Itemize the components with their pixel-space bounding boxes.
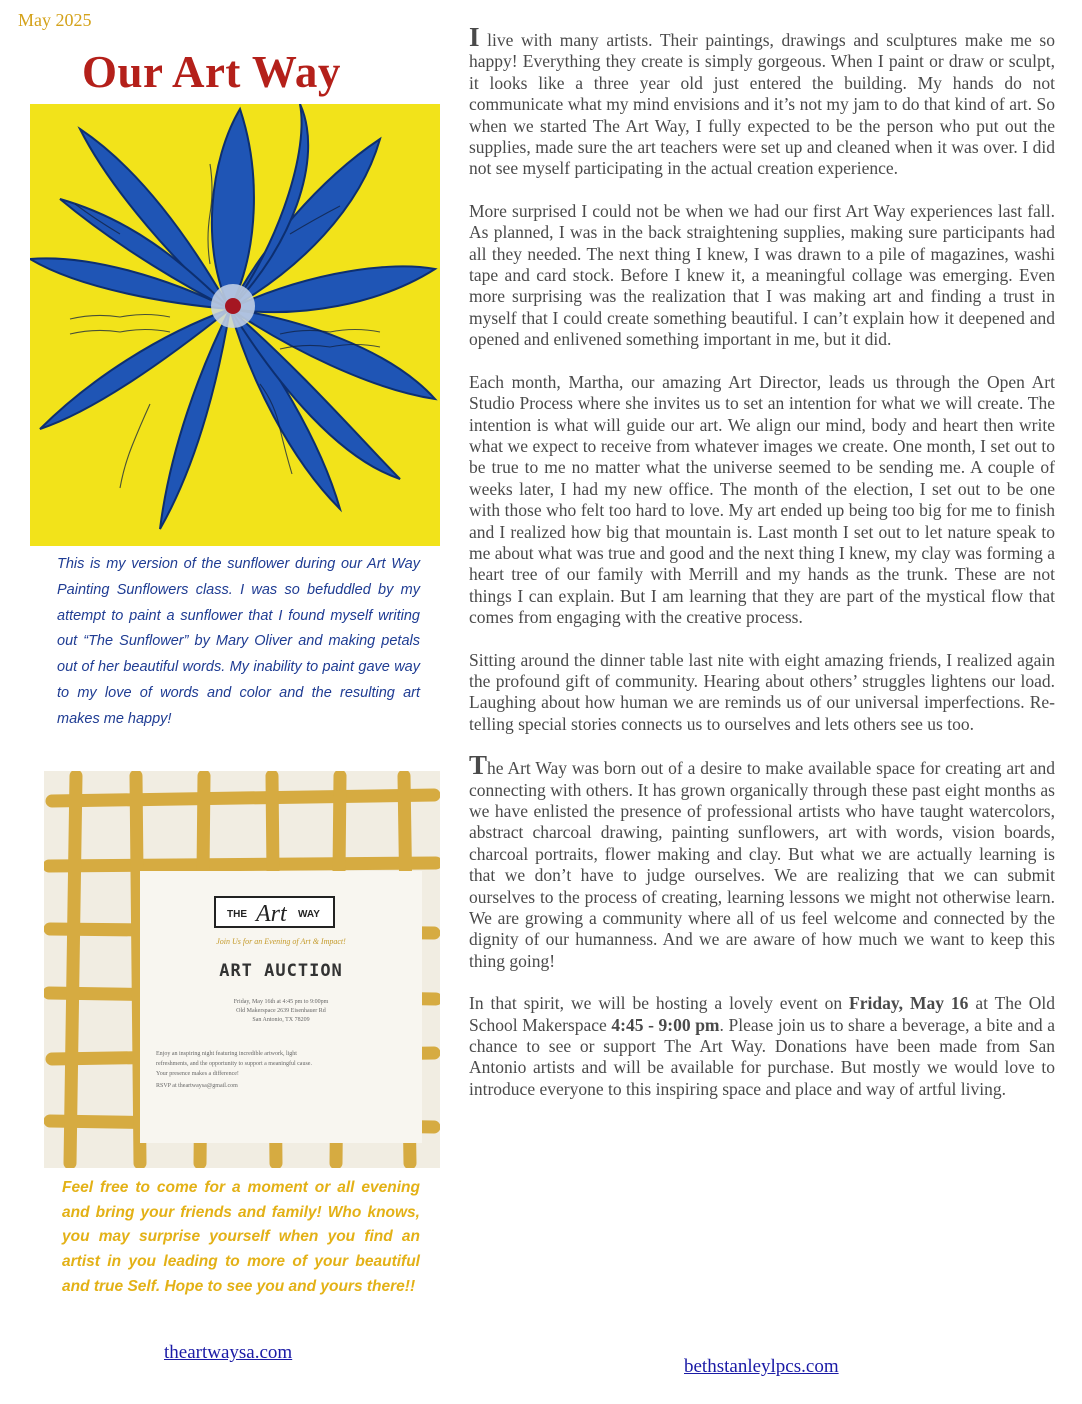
drop-cap-t: T xyxy=(469,750,488,781)
flyer-blurb-3: Your presence makes a difference! xyxy=(156,1071,239,1077)
art-auction-flyer-image xyxy=(44,771,440,1168)
newsletter-title: Our Art Way xyxy=(82,47,341,97)
flyer-details-2: Old Makerspace 2639 Eisenhauer Rd xyxy=(236,1008,326,1014)
flyer-logo-way: WAY xyxy=(298,909,320,920)
flyer-logo-art: Art xyxy=(256,901,287,927)
issue-date: May 2025 xyxy=(18,10,92,30)
flyer-tagline: Join Us for an Evening of Art & Impact! xyxy=(216,937,346,946)
article-paragraph-3: Each month, Martha, our amazing Art Director, leads us through the Open Art Studio Process where she invites us to set an intention for what we will create. The intention is what will guide our art. We align our mind, body and heart then write what we expect to receive from whatever images we create. One month, I set out to be true to me no matter what the universe seemed to be sending me. A couple of weeks later, I had my new office. The month of the election, I set out to be one with those who felt too hard to love. My art ended up being too big for me to finish and I realized how big that mountain is. Last month I set out to let nature speak to me about what was true and good and the next thing I knew, my clay was forming a heart tree of our family with Merrill and my hands as the trunk. These are not things I can explain. But I am learning that they are part of the mystical flow that comes from engaging with the creative process. xyxy=(469,371,1055,628)
flyer-rsvp: RSVP at theartwaysa@gmail.com xyxy=(156,1083,238,1089)
article-body xyxy=(469,22,1055,1121)
theartwaysa-link[interactable]: theartwaysa.com xyxy=(164,1342,293,1363)
sunflower-painting-graphic xyxy=(30,104,440,546)
flyer-details-3: San Antonio, TX 78209 xyxy=(252,1017,310,1023)
event-date: Friday, May 16 xyxy=(849,993,969,1014)
flyer-blurb-1: Enjoy an inspiring night featuring incredible artwork, light xyxy=(156,1051,297,1057)
p6-text-c: at The Old School Makerspace xyxy=(469,993,1055,1035)
event-time: 4:45 - 9:00 pm xyxy=(611,1014,720,1035)
article-paragraph-1 xyxy=(469,22,1055,180)
flyer-heading: ART AUCTION xyxy=(219,961,343,981)
drop-cap-i: I xyxy=(469,22,480,52)
article-paragraph-6 xyxy=(469,993,1055,1100)
article-paragraph-5 xyxy=(469,750,1055,972)
p6-text-e: . Please join us to share a beverage, a bite and a chance to see or support The Art Way. Donations have been made from San Antonio artists and will be available for purchase. But mostly we would love to introduce everyone to this inspiring space and place and way of artful living. xyxy=(469,1014,1055,1099)
paragraph-1-text: live with many artists. Their paintings, drawings and sculptures make me so happy! Everything they create is simply gorgeous. When I paint or draw or sculpt, it looks like a three year old just entered the building. My hands do not communicate what my mind envisions and it’s not my jam to do that kind of art. So when we started The Art Way, I fully expected to be the person who put out the supplies, made sure the art teachers were set up and cleaned when it was over. I did not see myself participating in the actual creation experience. xyxy=(469,30,1055,179)
article-paragraph-4: Sitting around the dinner table last nite with eight amazing friends, I realized again the profound gift of community. Hearing about others’ struggles lightens our load. Laughing about how human we are reminds us of our universal imperfections. Re-telling special stories connects us to ourselves and lets others see us too. xyxy=(469,649,1055,734)
paragraph-5-text: he Art Way was born out of a desire to make available space for creating art and connecting with others. It has grown organically through these past eight months as we have enlisted the presence of professional artists who have taught watercolors, abstract charcoal drawing, painting sunflowers, art with words, vision boards, charcoal portraits, flower making and clay. But what we are actually learning is that we don’t have to judge ourselves. We are realizing that we can submit ourselves to the process of creating, learning lessons we might not otherwise learn. We are growing a community where all of us feel welcome and connected by the dignity of our humanness. And we are aware of how much we want to keep this thing going! xyxy=(469,758,1055,971)
flyer-blurb-2: refreshments, and the opportunity to support a meaningful cause. xyxy=(156,1061,312,1067)
sunflower-caption: This is my version of the sunflower during our Art Way Painting Sunflowers class. I was so befuddled by my attempt to paint a sunflower that I found myself writing out “The Sunflower” by Mary Oliver and making petals out of her beautiful words. My inability to paint gave way to my love of words and color and the resulting art makes me happy! xyxy=(57,556,420,727)
flyer-details-1: Friday, May 16th at 4:45 pm to 9:00pm xyxy=(233,999,329,1005)
invite-caption: Feel free to come for a moment or all evening and bring your friends and family! Who knows, you may surprise yourself when you find an artist in you leading to more of your beautiful and true Self. Hope to see you and yours there!! xyxy=(62,1179,420,1295)
flyer-logo-the: THE xyxy=(227,909,247,920)
sunflower-painting-image xyxy=(30,104,440,546)
art-auction-flyer xyxy=(44,771,440,1168)
bethstanleylpcs-link[interactable]: bethstanleylpcs.com xyxy=(684,1356,839,1377)
article-paragraph-2: More surprised I could not be when we had our first Art Way experiences last fall. As planned, I was in the back straightening supplies, making sure participants had all they needed. The next thing I knew, I was drawn to a pile of magazines, washi tape and card stock. Before I knew it, a meaningful collage was emerging. Even more surprising was the realization that I was making art and finding a trust in myself that I could create something beautiful. I can’t explain how it deepened and opened and enlivened something important in me, but it did. xyxy=(469,200,1055,350)
p6-text-a: In that spirit, we will be hosting a lovely event on xyxy=(469,993,850,1014)
